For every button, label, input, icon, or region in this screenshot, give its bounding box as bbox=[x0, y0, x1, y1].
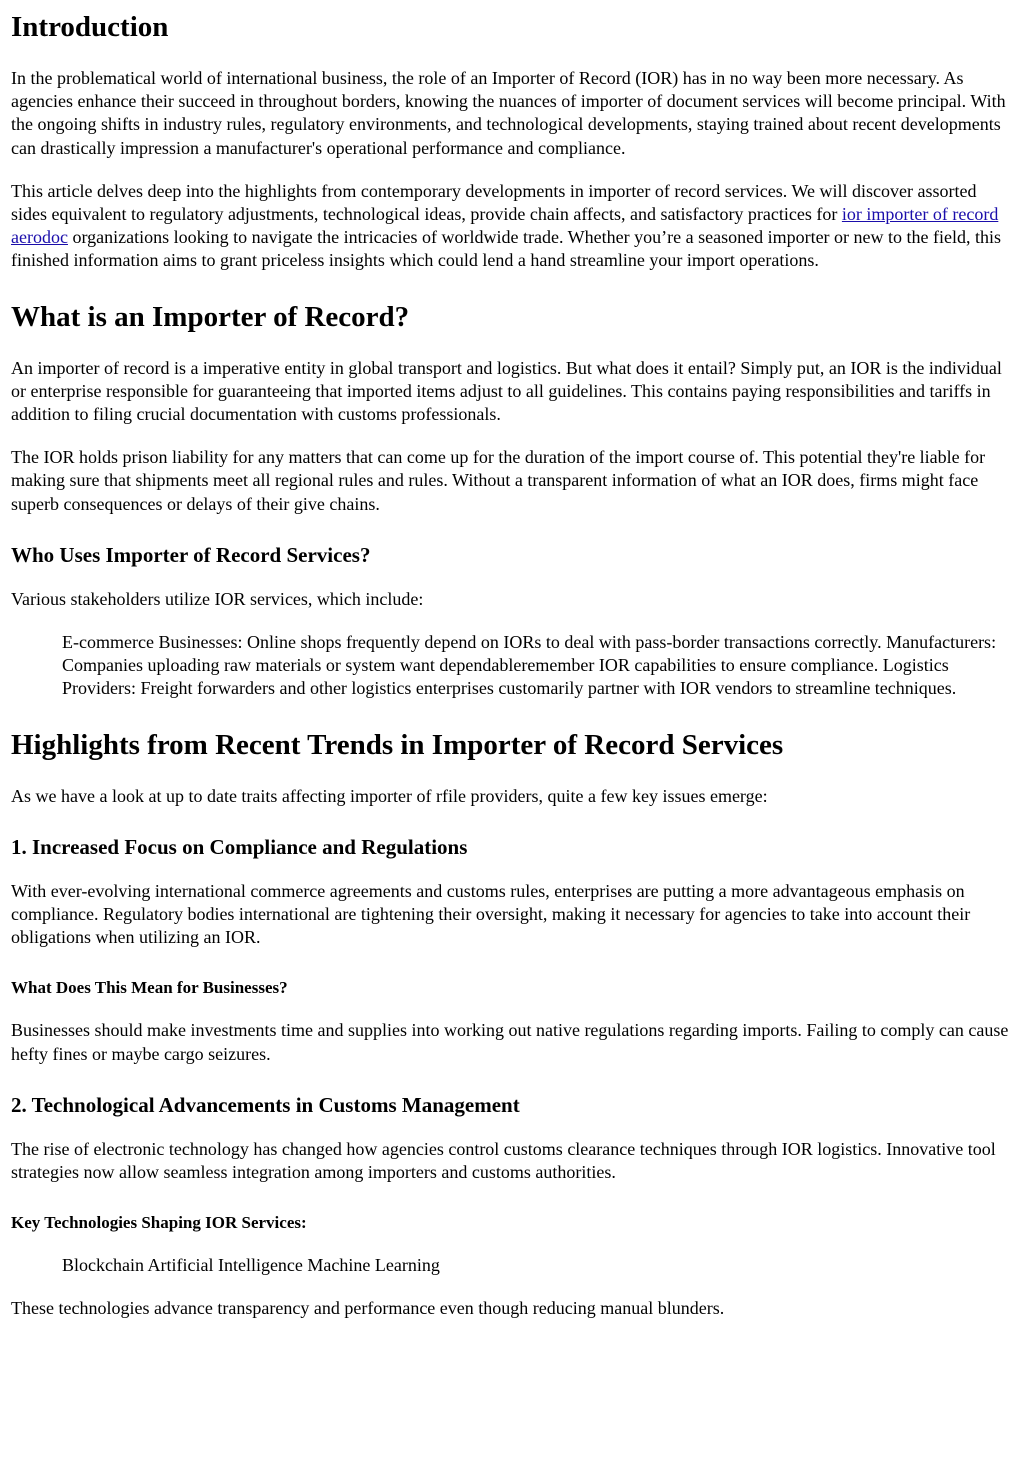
heading-who-uses: Who Uses Importer of Record Services? bbox=[11, 542, 371, 567]
quote-technologies: Blockchain Artificial Intelligence Machine Learning bbox=[62, 1255, 440, 1276]
paragraph-what-1: An importer of record is a imperative entity in global transport and logistics. But what does it entail? Simply put, an IOR is the individual or enterprise responsible for guaranteeing that imported items adjust to all guidelines. This contains paying responsibilities and tariffs in addition to filing crucial documentation with customs professionals. bbox=[11, 357, 1002, 425]
heading-key-technologies: Key Technologies Shaping IOR Services: bbox=[11, 1213, 307, 1233]
article-page bbox=[0, 9, 1024, 1321]
heading-technological-advancements: 2. Technological Advancements in Customs Management bbox=[11, 1092, 520, 1117]
paragraph-highlights-1: As we have a look at up to date traits affecting importer of rfile providers, quite a few key issues emerge: bbox=[11, 785, 768, 806]
ior-aerodoc-link[interactable]: ior importer of record aerodoc bbox=[11, 204, 999, 248]
paragraph-meaning-1: Businesses should make investments time and supplies into working out native regulations regarding imports. Failing to comply can cause hefty fines or maybe cargo seizures. bbox=[11, 1020, 1009, 1064]
heading-meaning-for-businesses: What Does This Mean for Businesses? bbox=[11, 978, 288, 998]
heading-introduction: Introduction bbox=[11, 11, 169, 43]
paragraph-intro-1: In the problematical world of international business, the role of an Importer of Record (IOR) has in no way been more necessary. As agencies enhance their succeed in throughout borders, knowing the nuances of importer of document services will become principal. With the ongoing shifts in industry rules, regulatory environments, and technological developments, staying trained about recent developments can drastically impression a manufacturer's operational performance and compliance. bbox=[11, 68, 1006, 158]
heading-what-is-ior: What is an Importer of Record? bbox=[11, 300, 410, 333]
paragraph-what-2: The IOR holds prison liability for any matters that can come up for the duration of the import course of. This potential they're liable for making sure that shipments meet all regional rules and rules. Without a transparent information of what an IOR does, firms might face superb consequences or delays of their give chains. bbox=[11, 447, 986, 514]
paragraph-keytech-1: These technologies advance transparency and performance even though reducing manual blunders. bbox=[11, 1298, 725, 1319]
paragraph-intro-2-text-before: This article delves deep into the highlights from contemporary developments in importer of record services. We will discover assorted sides equivalent to regulatory adjustments, technological ideas, provide chain affects, and satisfactory practices for bbox=[11, 180, 977, 225]
paragraph-who-1: Various stakeholders utilize IOR services, which include: bbox=[11, 588, 424, 609]
paragraph-intro-2 bbox=[11, 180, 1016, 273]
quote-stakeholders: E-commerce Businesses: Online shops frequently depend on IORs to deal with pass-border transactions correctly. Manufacturers: Companies uploading raw materials or system want dependableremember IOR capabilities to ensure compliance. Logistics Providers: Freight forwarders and other logistics enterprises customarily partner with IOR vendors to streamline techniques. bbox=[62, 632, 997, 699]
heading-compliance: 1. Increased Focus on Compliance and Regulations bbox=[11, 834, 468, 859]
heading-highlights: Highlights from Recent Trends in Importer of Record Services bbox=[11, 728, 784, 761]
paragraph-tech-1: The rise of electronic technology has changed how agencies control customs clearance techniques through IOR logistics. Innovative tool strategies now allow seamless integration among importers and customs authorities. bbox=[11, 1138, 996, 1183]
paragraph-intro-2-text-after: organizations looking to navigate the intricacies of worldwide trade. Whether you’re a seasoned importer or new to the field, this finished information aims to grant priceless insights which could lend a hand streamline your import operations. bbox=[11, 227, 1002, 271]
paragraph-compliance-1: With ever-evolving international commerce agreements and customs rules, enterprises are putting a more advantageous emphasis on compliance. Regulatory bodies international are tightening their oversight, making it necessary for agencies to take into account their obligations when utilizing an IOR. bbox=[11, 880, 971, 948]
